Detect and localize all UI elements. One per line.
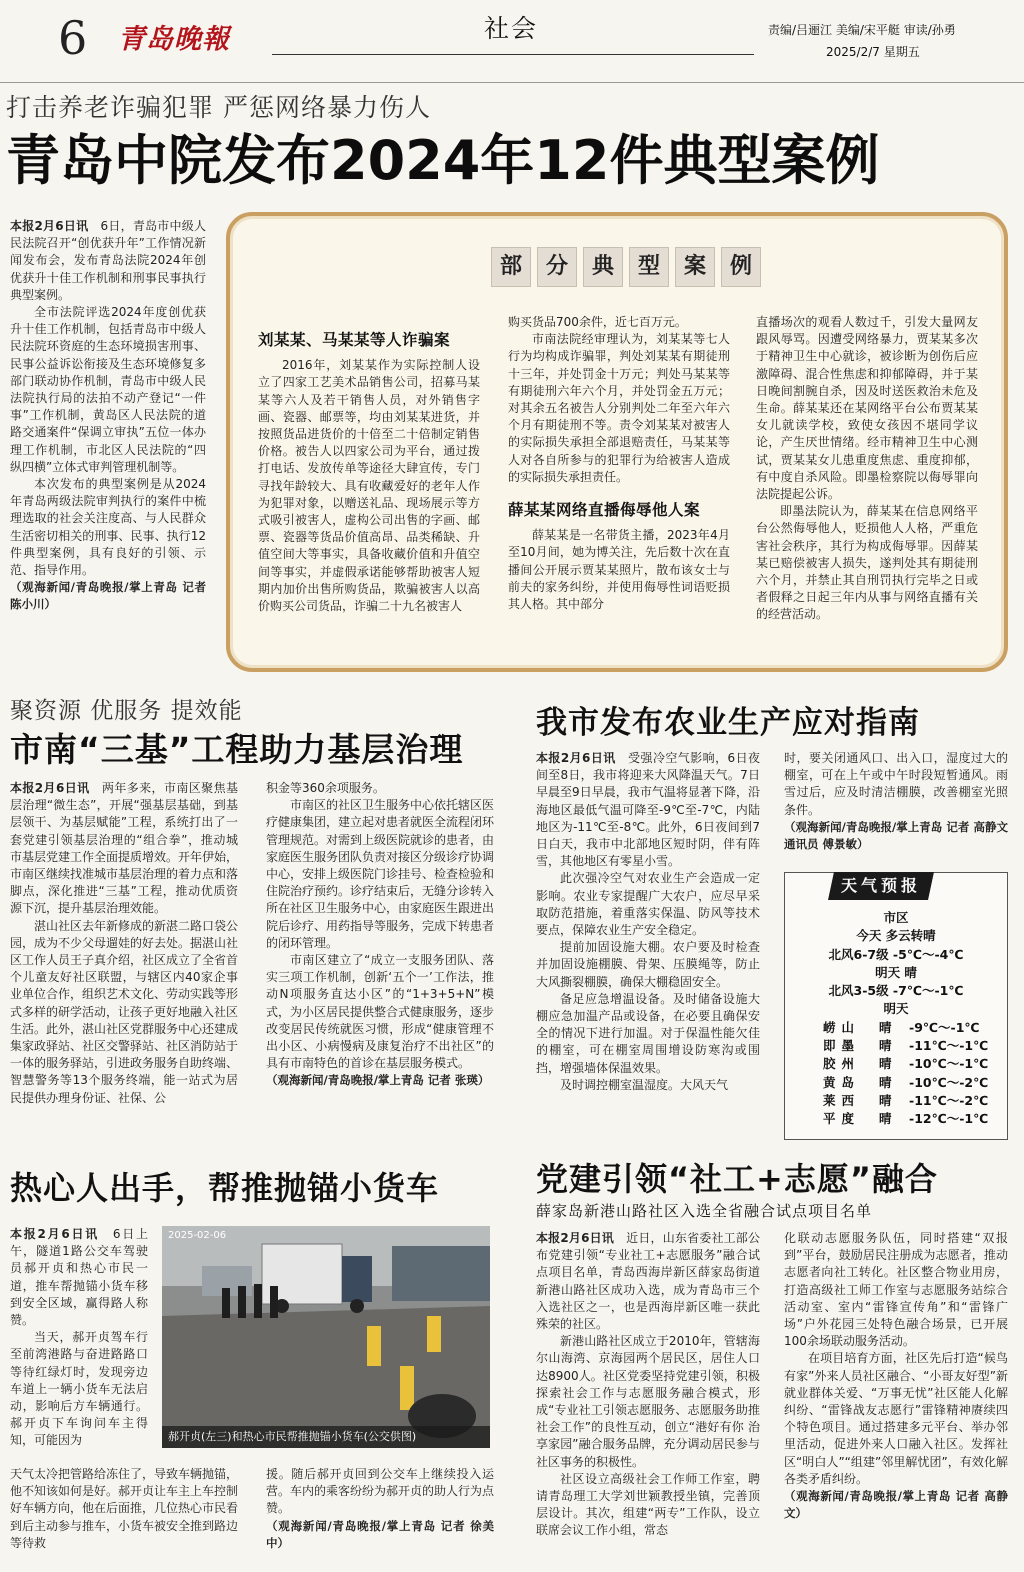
masthead-rule [272, 54, 754, 55]
case1-title: 刘某某、马某某等人诈骗案 [258, 331, 451, 349]
section-name: 社会 [484, 14, 539, 43]
weather-city-row: 胶州 晴 -10℃～-1℃ [823, 1056, 989, 1072]
story5-para-4: 化联动志愿服务队伍，同时搭建“双报到”平台，鼓励居民注册成为志愿者，推动志愿者向社工转化。社区整合物业用房，打造高级社工师工作室与志愿服务站综合活动室、室内“雷锋宣传角”和“雷锋广场”户外花园三处特色融合场景，已开展100余场联动服务活动。 [784, 1231, 1008, 1349]
case1-text-b: 购买货品700余件，近七百万元。 [508, 315, 687, 329]
story5-dateline: 本报2月6日讯 [536, 1231, 614, 1245]
label-char: 型 [629, 247, 669, 287]
story4-col-1b [10, 1466, 238, 1566]
case-column-3 [756, 314, 978, 658]
page-number: 6 [58, 11, 88, 65]
story2-para-2: 湛山社区去年新修成的新湛二路口袋公园，成为不少父母遛娃的好去处。据湛山社区工作人员王子真介绍，社区成立了全省首个儿童友好社区联盟，与辖区内40家企事业单位合作，组织艺术文化、劳动实践等形式多样的研学活动，让孩子更好地融入社区生活。此外，湛山社区党群服务中心还建成集家政驿站、社区交警驿站、社区消防站于一体的服务驿站，引进政务服务自助终端、智慧警务等13个服务终端，能一站式为居民提供办理身份证、社保、公 [10, 918, 238, 1105]
story3-para-1: 受强冷空气影响，6日夜间至8日，我市将迎来大风降温天气。7日早晨至9日早晨，我市气温将显著下降，沿海地区最低气温可降至-9℃至-7℃，内陆地区为-11℃至-8℃。此外，6日夜间到7日白天，我市中北部地区短时阴，伴有阵雪，其他地区有零星小雪。 [536, 751, 760, 869]
label-char: 案 [675, 247, 715, 287]
story5-para-1: 近日，山东省委社工部公布党建引领“专业社工+志愿服务”融合试点项目名单，青岛西海岸新区薛家岛街道新港山路社区成功入选，成为青岛市三个入选社区之一，也是西海岸新区唯一获此殊荣的社区。 [536, 1231, 760, 1332]
case2-text-a: 薛某某是一名带货主播，2023年4月至10月间，她为博关注，先后数十次在直播间公开展示贾某某照片，散布该女士与前夫的家务纠纷，并使用侮辱性词语贬损其人格。其中部分 [508, 528, 730, 612]
story3-para-5: 及时调控棚室温湿度。大风天气 [560, 1077, 729, 1092]
typical-cases-label [486, 242, 766, 292]
news-photo [162, 1226, 490, 1448]
story3-col-1 [536, 750, 760, 1130]
story3-para-3: 提前加固设施大棚。农户要及时检查并加固设施棚膜、骨架、压膜绳等，防止大风撕裂棚膜，确保大棚稳固安全。 [536, 940, 760, 989]
story3-col-2 [784, 750, 1008, 860]
weather-forecast-box [784, 872, 1008, 1140]
weather-city-row: 崂山 晴 -9℃～-1℃ [823, 1019, 980, 1035]
story2-para-1: 两年多来，市南区聚焦基层治理“微生态”，开展“强基层基础，到基层领干、为基层赋能”工程，系统打出了一套党建引领基层治理的“组合拳”，推动城市基层党建工作全面提质增效。开年伊始，市南区继续找准城市基层治理的着力点和落脚点，深化推进“三基”工程，推动优质资源下沉，提升基层治理效能。 [10, 781, 238, 916]
lead-para-2: 全市法院评选2024年度创优获升十佳工作机制，包括青岛市中级人民法院环资庭的生态环境损害刑事、民事公益诉讼衔接及生态环境修复多部门联动协作机制，青岛市中级人民法院执行局的法拍不动产登记“一件事”工作机制，黄岛区人民法院的道路交通案件“保调立审执”五位一体办理工作机制，市北区人民法院的“四纵四横”立体式审判管理机制等。 [10, 305, 206, 474]
story4-para-2: 当天，郝开贞驾车行至前湾港路与奋进路路口等待红绿灯时，发现旁边车道上一辆小货车无法启动，影响后方车辆通行。郝开贞下车询问车主得知，可能因为 [10, 1330, 148, 1448]
story2-kicker: 聚资源 优服务 提效能 [10, 698, 243, 724]
story4-credit: （观海新闻/青岛晚报/掌上青岛 记者 徐美中） [266, 1518, 494, 1550]
photo-scene [162, 1226, 490, 1448]
story5-col-1 [536, 1230, 760, 1566]
story5-subheadline: 薛家岛新港山路社区入选全省融合试点项目名单 [536, 1202, 873, 1220]
story4-dateline: 本报2月6日讯 [10, 1227, 100, 1241]
lead-para-1: 6日，青岛市中级人民法院召开“创优获升年”工作情况新闻发布会，发布青岛法院2024年创优获升十佳工作机制和刑事民事执行典型案例。 [10, 219, 206, 302]
story2-para-3: 积金等360余项服务。 [266, 781, 385, 795]
lead-headline: 青岛中院发布2024年12件典型案例 [6, 129, 880, 192]
weather-city-row: 莱西 晴 -11℃～-2℃ [823, 1092, 989, 1108]
story2-para-5: 市南区建立了“成立一支服务团队、落实三项工作机制，创新‘五个一’工作法，推动N项服务直达小区”的“1+3+5+N”模式，为小区居民提供整合式健康服务，逐步改变居民传统就医习惯，形成“健康管理不出小区、小病慢病及康复治疗不出社区”的具有市南特色的首诊在基层服务模式。 [266, 953, 494, 1071]
case2-title: 薛某某网络直播侮辱他人案 [508, 501, 701, 520]
weather-city-row: 即墨 晴 -11℃～-1℃ [823, 1038, 989, 1054]
lead-credit: （观海新闻/青岛晚报/掌上青岛 记者 陈小川） [10, 580, 206, 612]
lead-kicker: 打击养老诈骗犯罪 严惩网络暴力伤人 [6, 93, 431, 122]
weather-line: 市区 [883, 910, 909, 925]
weather-line: 明天 [883, 1001, 909, 1017]
story4-col-1 [10, 1226, 148, 1462]
top-rule [0, 82, 1024, 83]
weather-city-row: 平度 晴 -12℃～-1℃ [823, 1111, 989, 1127]
story4-headline: 热心人出手，帮推抛锚小货车 [10, 1169, 440, 1207]
case2-verdict: 即墨法院认为，薛某某在信息网络平台公然侮辱他人，贬损他人人格，严重危害社会秩序，其行为构成侮辱罪。因薛某某已赔偿被害人损失，遂判处其有期徒刑六个月，并禁止其自刑罚执行完毕之日或者假释之日起三年内从事与网络直播有关的经营活动。 [756, 504, 978, 622]
weather-line: 明天 晴 [875, 964, 917, 980]
story4-para-1: 6日上午，隧道1路公交车驾驶员郝开贞和热心市民一道，推车帮抛锚小货车移到安全区域，赢得路人称赞。 [10, 1227, 148, 1328]
story3-para-2: 此次强冷空气对农业生产会造成一定影响。农业专家提醒广大农户，应尽早采取防范措施，着重落实保温、防风等技术要点，保障农业生产安全稳定。 [536, 871, 760, 938]
story2-credit: （观海新闻/青岛晚报/掌上青岛 记者 张瑛） [266, 1073, 490, 1088]
story3-para-6: 时，要关闭通风口、出入口，湿度过大的棚室，可在上午或中午时段短暂通风。雨雪过后，应及时清洁棚膜，改善棚室光照条件。 [784, 751, 1008, 817]
label-char: 部 [491, 247, 531, 287]
story2-para-4: 市南区的社区卫生服务中心依托辖区医疗健康集团，建立起对患者就医全流程闭环管理规范。对需到上级医院就诊的患者，由家庭医生服务团队负责对接区分级诊疗协调中心，安排上级医院门诊挂号、检查检验和住院治疗预约。诊疗结束后，无缝分诊转入所在社区卫生服务中心，由家庭医生跟进出院后诊疗、用药指导等服务，完成下转患者的闭环管理。 [266, 798, 494, 950]
story3-credit: （观海新闻/青岛晚报/掌上青岛 记者 高静文 通讯员 傅景敏） [784, 819, 1008, 851]
story2-dateline: 本报2月6日讯 [10, 781, 90, 795]
story4-para-4: 援。随后郝开贞回到公交车上继续投入运营。车内的乘客纷纷为郝开贞的助人行为点赞。 [266, 1467, 494, 1516]
story5-col-2 [784, 1230, 1008, 1566]
story4-para-3: 天气太冷把管路给冻住了，导致车辆抛锚，他不知该如何是好。郝开贞让车主上车控制好车辆方向，他在后面推，几位热心市民看到后主动参与推车，小货车被安全推到路边等待救 [10, 1467, 238, 1550]
case1-verdict: 市南法院经审理认为，刘某某等七人行为均构成诈骗罪，判处刘某某有期徒刑十三年，并处罚金十万元；判处马某某等有期徒刑六年六个月，并处罚金五万元；对其余五名被告人分别判处二年至六年六个月有期徒刑不等。责令刘某某对被害人的实际损失承担全部退赔责任，马某某等人对各自所参与的犯罪行为给被害人造成的实际损失承担责任。 [508, 332, 730, 484]
label-char: 例 [721, 247, 761, 287]
case-column-2 [508, 314, 730, 658]
story5-headline: 党建引领“社工+志愿”融合 [536, 1160, 938, 1198]
issue-date: 2025/2/7 星期五 [826, 45, 920, 59]
label-char: 分 [537, 247, 577, 287]
case1-text-a: 2016年，刘某某作为实际控制人设立了四家工艺美术品销售公司，招募马某某等六人及若干销售人员，对外销售字画、瓷器、邮票等，均由刘某某进货，并按照货品进货价的十倍至二十倍制定销售价格。被告人以四家公司为平台，通过拨打电话、发放传单等途径大肆宣传，专门寻找年龄较大、具有收藏爱好的老年人作为犯罪对象，以赠送礼品、现场展示等方式吸引被害人，虚构公司出售的字画、邮票、瓷器等货品价值高昂、品类稀缺、升值空间大等事实，具备收藏价值和升值空间等事实，并虚假承诺能够帮助被害人短期内加价出售所购货品，欺骗被害人以高价购买公司货品，诈骗二十九名被害人 [258, 358, 480, 614]
case2-text-b: 直播场次的观看人数过千，引发大量网友跟风辱骂。因遭受网络暴力，贾某某多次于精神卫生中心就诊，被诊断为创伤后应激障碍、混合性焦虑和抑郁障碍，并于某日晚间割腕自杀，因及时送医救治未危及生命。薛某某还在某网络平台公布贾某某女儿就读学校，致使女孩因不堪同学议论，产生厌世情绪。经市精神卫生中心测试，贾某某女儿患重度焦虑、重度抑郁，有中度自杀风险。即墨检察院以侮辱罪向法院提起公诉。 [756, 315, 978, 502]
label-char: 典 [583, 247, 623, 287]
paper-name-logo: 青岛晚報 [118, 24, 230, 55]
editors-line: 责编/吕逦江 美编/宋平艇 审读/孙勇 [768, 23, 956, 37]
story2-col-2 [266, 780, 494, 1150]
story3-dateline: 本报2月6日讯 [536, 751, 616, 765]
story5-para-5: 在项目培育方面，社区先后打造“候鸟有家”外来人员社区融合、“小哥友好型”新就业群体关爱、“万事无忧”社区能人化解纠纷、“雷锋战友志愿行”雷锋精神赓续四个特色项目。通过搭建多元平台、举办邻里活动，促进外来人口融入社区。发挥社区“明白人”“组建”邻里解忧团”，有效化解各类矛盾纠纷。 [784, 1351, 1008, 1486]
weather-line: 今天 多云转晴 [856, 928, 936, 944]
story3-para-4: 备足应急增温设备。及时储备设施大棚应急加温产品或设备，在必要且确保安全的情况下进行加温。对于保温性能欠佳的棚室，可在棚室周围增设防寒沟或围挡，增强墙体保温效果。 [536, 991, 760, 1075]
story5-para-2: 新港山路社区成立于2010年，管辖海尔山海湾、京海园两个居民区，居住人口达8900人。社区党委坚持党建引领，积极探索社会工作与志愿服务融合模式，形成“专业社工引领志愿服务、志愿服务助推社会工作”的良性互动，创立“港好有你 治享家园”融合服务品牌，充分调动居民参与社区事务的积极性。 [536, 1334, 760, 1469]
photo-caption: 郝开贞(左三)和热心市民帮推抛锚小货车(公交供图) [168, 1430, 417, 1443]
weather-title: 天气预报 [828, 872, 934, 900]
weather-line: 北风3-5级 -7℃～-1℃ [828, 983, 964, 999]
case-column-1 [258, 326, 480, 656]
photo-timestamp: 2025-02-06 [168, 1230, 227, 1241]
story4-col-2 [266, 1466, 494, 1566]
lead-body [10, 218, 206, 668]
story3-headline: 我市发布农业生产应对指南 [536, 705, 920, 741]
lead-dateline: 本报2月6日讯 [10, 219, 89, 233]
story2-headline: 市南“三基”工程助力基层治理 [10, 730, 464, 769]
lead-para-3: 本次发布的典型案例是从2024年青岛两级法院审判执行的案件中梳理选取的社会关注度高、与人民群众生活密切相关的刑事、民事、执行12件典型案例，具有良好的引领、示范、指导作用。 [10, 477, 206, 578]
story5-para-3: 社区设立高级社会工作师工作室，聘请青岛理工大学刘世颖教授坐镇，完善顶层设计。其次，组建“两专”工作队，设立联席会议工作小组，常态 [536, 1471, 760, 1538]
weather-line: 北风6-7级 -5℃～-4℃ [828, 946, 964, 962]
weather-city-row: 黄岛 晴 -10℃～-2℃ [823, 1074, 989, 1090]
story2-col-1 [10, 780, 238, 1150]
story5-credit: （观海新闻/青岛晚报/掌上青岛 记者 高静文） [784, 1489, 1008, 1521]
